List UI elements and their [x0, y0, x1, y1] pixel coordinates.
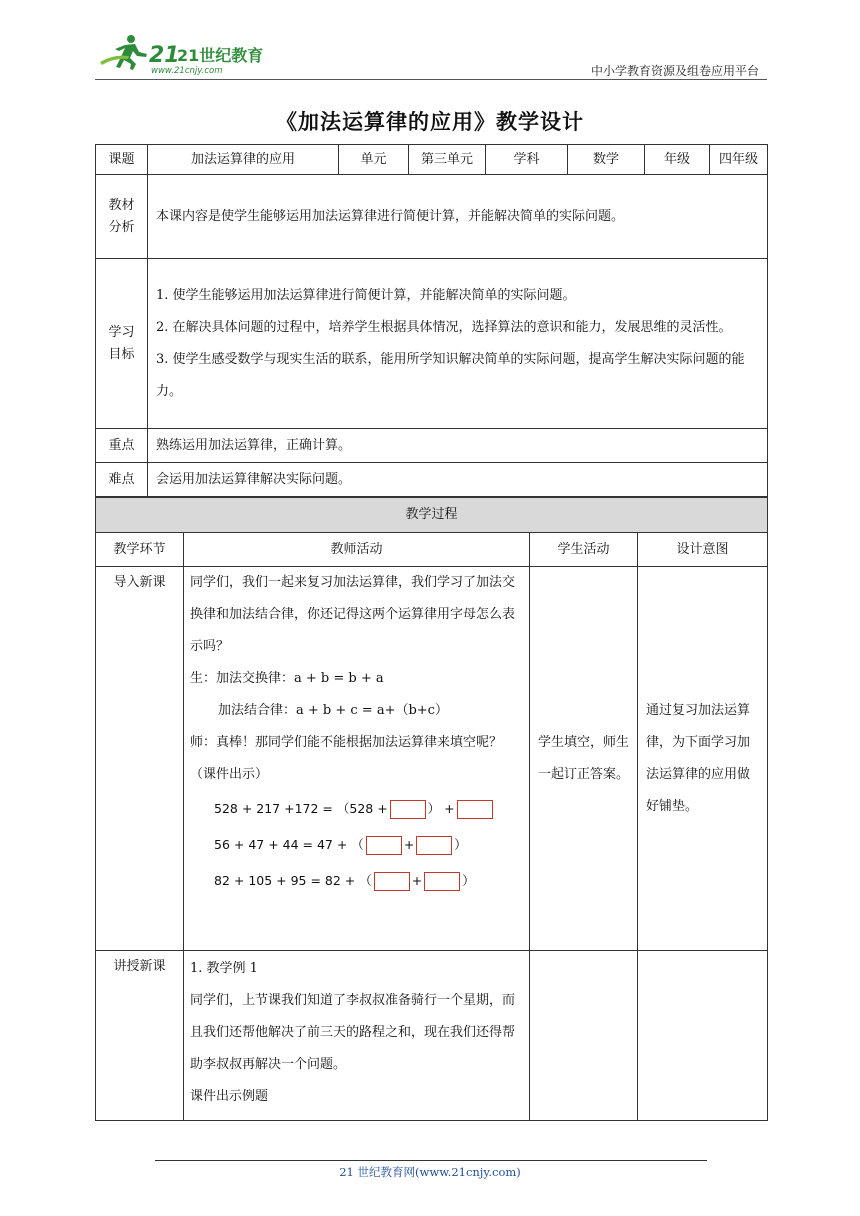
equation-2: 56 + 47 + 44 = 47 + （ + ） [190, 827, 523, 863]
goals-row [96, 259, 768, 429]
goals-label: 学习 目标 [96, 259, 148, 429]
difficulty-row [96, 463, 768, 497]
stage-cell: 讲授新课 [96, 951, 184, 1121]
answer-box[interactable] [374, 872, 410, 891]
info-row [96, 145, 768, 175]
design-intent [638, 951, 768, 1121]
teacher-activity: 同学们，我们一起来复习加法运算律，我们学习了加法交换律和加法结合律，你还记得这两个运算律用字母怎么表示吗？ 生：加法交换律：a + b = b + a 加法结合律：a + b + c = a+（b+c） 师：真棒！那同学们能不能根据加法运算律来填空呢？（课件出示） 528 + 217 +172 = （528 + ） + 56 + 47 + 44 = 47 + （ + ） 82 + 105 + 95 = 82 + （ + ） [184, 567, 530, 951]
lesson-info-table [95, 144, 768, 497]
svg-text:www.21cnjy.com: www.21cnjy.com [151, 66, 223, 76]
answer-box[interactable] [457, 800, 493, 819]
process-title: 教学过程 [96, 498, 768, 533]
analysis-text: 本课内容是使学生能够运用加法运算律进行简便计算，并能解决简单的实际问题。 [148, 175, 768, 259]
teacher-activity: 1. 教学例 1 同学们，上节课我们知道了李叔叔准备骑行一个星期，而且我们还帮他解决了前三天的路程之和，现在我们还得帮助李叔叔再解决一个问题。 课件出示例题 [184, 951, 530, 1121]
answer-box[interactable] [366, 836, 402, 855]
svg-text:21世纪教育: 21世纪教育 [177, 46, 264, 65]
footer-divider [155, 1160, 707, 1161]
process-title-row [96, 498, 768, 533]
col-stage: 教学环节 [96, 533, 184, 567]
goal-item: 2. 在解决具体问题的过程中，培养学生根据具体情况，选择算法的意识和能力，发展思维的灵活性。 [156, 319, 732, 335]
teaching-process-table [95, 497, 768, 1121]
equation-1: 528 + 217 +172 = （528 + ） + [190, 791, 523, 827]
equation-3: 82 + 105 + 95 = 82 + （ + ） [190, 863, 523, 899]
student-activity [530, 951, 638, 1121]
answer-box[interactable] [416, 836, 452, 855]
col-student: 学生活动 [530, 533, 638, 567]
difficulty-text: 会运用加法运算律解决实际问题。 [148, 463, 768, 497]
difficulty-label: 难点 [96, 463, 148, 497]
platform-name: 中小学教育资源及组卷应用平台 [590, 64, 759, 78]
analysis-row [96, 175, 768, 259]
process-row-new [96, 951, 768, 1121]
process-row-intro [96, 567, 768, 951]
col-teacher: 教师活动 [184, 533, 530, 567]
unit-label: 单元 [339, 145, 409, 175]
goal-item: 1. 使学生能够运用加法运算律进行简便计算，并能解决简单的实际问题。 [156, 287, 576, 303]
goals-list [148, 259, 768, 429]
topic-value: 加法运算律的应用 [148, 145, 339, 175]
analysis-label: 教材 分析 [96, 175, 148, 259]
footer-source[interactable]: 21 世纪教育网(www.21cnjy.com) [339, 1165, 521, 1179]
header-divider [95, 79, 767, 80]
col-intent: 设计意图 [638, 533, 768, 567]
subject-label: 学科 [486, 145, 568, 175]
student-activity: 学生填空，师生一起订正答案。 [530, 567, 638, 951]
answer-box[interactable] [424, 872, 460, 891]
stage-cell: 导入新课 [96, 567, 184, 951]
grade-value: 四年级 [710, 145, 768, 175]
key-point-label: 重点 [96, 429, 148, 463]
key-point-row [96, 429, 768, 463]
logo-icon [95, 32, 265, 76]
process-header-row [96, 533, 768, 567]
key-point-text: 熟练运用加法运算律，正确计算。 [148, 429, 768, 463]
svg-text:21: 21 [149, 43, 180, 68]
page-header [95, 32, 767, 80]
grade-label: 年级 [645, 145, 710, 175]
goal-item: 3. 使学生感受数学与现实生活的联系，能用所学知识解决简单的实际问题，提高学生解决实际问题的能力。 [156, 351, 745, 399]
document-title: 《加法运算律的应用》教学设计 [276, 110, 584, 134]
design-intent: 通过复习加法运算律，为下面学习加法运算律的应用做好铺垫。 [638, 567, 768, 951]
subject-value: 数学 [568, 145, 645, 175]
answer-box[interactable] [390, 800, 426, 819]
topic-label: 课题 [96, 145, 148, 175]
unit-value: 第三单元 [409, 145, 486, 175]
